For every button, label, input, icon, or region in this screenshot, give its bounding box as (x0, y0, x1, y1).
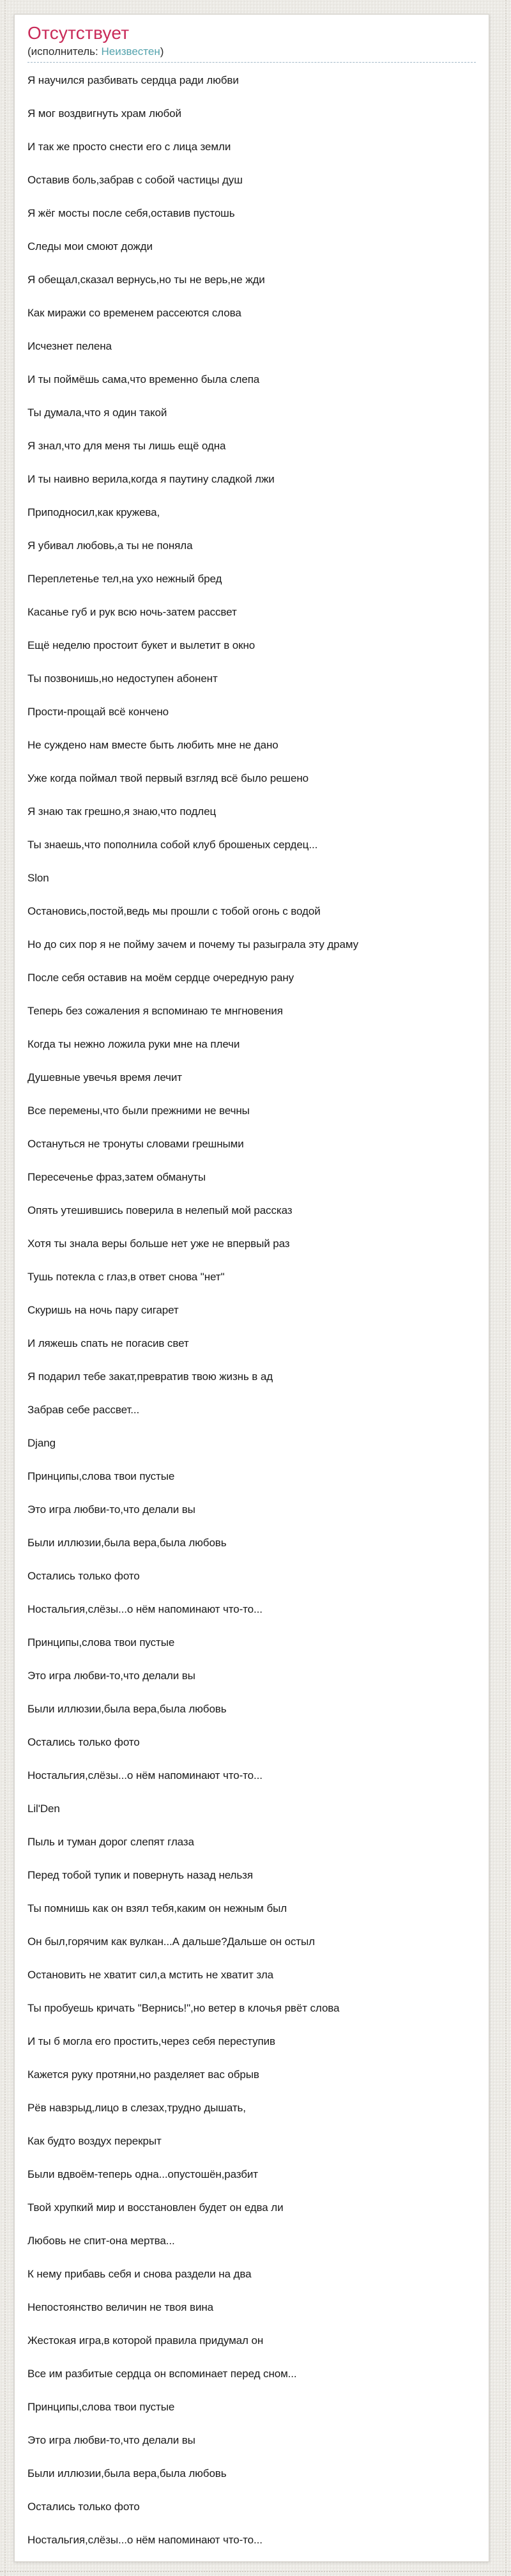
background-seam-right (505, 0, 507, 2576)
lyric-line: После себя оставив на моём сердце очередную рану (27, 972, 294, 984)
lyric-line: Жестокая игра,в которой правила придумал он (27, 2334, 264, 2347)
lyric-line: Остануться не тронуты словами грешными (27, 1138, 244, 1150)
lyric-line: Скуришь на ночь пару сигарет (27, 1304, 179, 1316)
lyric-line: Теперь без сожаления я вспоминаю те мнгновения (27, 1005, 283, 1017)
lyric-line: Хотя ты знала веры больше нет уже не впервый раз (27, 1238, 290, 1250)
lyric-line: Djang (27, 1437, 56, 1449)
lyric-line: Ты позвонишь,но недоступен абонент (27, 672, 218, 685)
lyric-line: Ты помнишь как он взял тебя,каким он нежным был (27, 1902, 287, 1914)
lyric-line: Slon (27, 872, 49, 884)
lyric-line: Остановить не хватит сил,а мстить не хватит зла (27, 1969, 273, 1981)
lyric-line: Исчезнет пелена (27, 340, 112, 352)
lyric-line: Ностальгия,слёзы...о нём напоминают что-то... (27, 1603, 263, 1615)
lyric-line: Ты знаешь,что пополнила собой клуб брошеных сердец... (27, 839, 318, 851)
lyric-line: Принципы,слова твои пустые (27, 1636, 175, 1649)
artist-label-suffix: ) (160, 45, 164, 58)
lyric-line: Ностальгия,слёзы...о нём напоминают что-то... (27, 2534, 263, 2546)
lyric-line: Это игра любви-то,что делали вы (27, 1503, 195, 1516)
lyric-line: Уже когда поймал твой первый взгляд всё было решено (27, 772, 309, 784)
lyric-line: Были иллюзии,была вера,была любовь (27, 1703, 227, 1715)
lyric-line: И ляжешь спать не погасив свет (27, 1337, 189, 1349)
lyric-line: Забрав себе рассвет... (27, 1404, 140, 1416)
lyric-line: Я убивал любовь,а ты не поняла (27, 539, 193, 552)
lyric-line: Не суждено нам вместе быть любить мне не дано (27, 739, 278, 751)
lyric-line: Были вдвоём-теперь одна...опустошён,разбит (27, 2168, 258, 2180)
dashed-separator (27, 62, 476, 63)
lyric-line: Переплетенье тел,на ухо нежный бред (27, 573, 222, 585)
lyric-line: И ты б могла его простить,через себя переступив (27, 2035, 275, 2047)
lyric-line: Когда ты нежно ложила руки мне на плечи (27, 1038, 240, 1050)
lyric-line: Остановись,постой,ведь мы прошли с тобой огонь с водой (27, 905, 321, 917)
lyric-line: Ещё неделю простоит букет и вылетит в окно (27, 639, 256, 651)
lyric-line: Перед тобой тупик и повернуть назад нельзя (27, 1869, 253, 1881)
lyric-line: Следы мои смоют дожди (27, 240, 153, 252)
lyric-line: Непостоянство величин не твоя вина (27, 2301, 213, 2313)
lyric-line: Были иллюзии,была вера,была любовь (27, 2467, 227, 2479)
lyric-line: Как миражи со временем рассеются слова (27, 307, 241, 319)
lyric-line: Пересеченье фраз,затем обмануты (27, 1171, 206, 1183)
background-seam-left (4, 0, 6, 2576)
lyric-line: Остались только фото (27, 1736, 140, 1748)
lyric-line: Душевные увечья время лечит (27, 1071, 182, 1083)
lyric-line: Это игра любви-то,что делали вы (27, 2434, 195, 2446)
lyric-line: Принципы,слова твои пустые (27, 2401, 175, 2413)
lyric-line: Были иллюзии,была вера,была любовь (27, 1537, 227, 1549)
lyric-line: И ты наивно верила,когда я паутину сладкой лжи (27, 473, 275, 485)
lyric-line: Опять утешившись поверила в нелепый мой рассказ (27, 1204, 293, 1216)
artist-label-prefix: (исполнитель: (27, 45, 102, 58)
lyrics-card (14, 14, 489, 2562)
lyric-line: Я обещал,сказал вернусь,но ты не верь,не жди (27, 274, 265, 286)
lyric-line: Принципы,слова твои пустые (27, 1470, 175, 1482)
lyric-line: Lil'Den (27, 1803, 60, 1815)
lyric-line: И так же просто снести его с лица земли (27, 141, 231, 153)
lyric-line: Ты пробуешь кричать "Вернись!",но ветер в клочья рвёт слова (27, 2002, 340, 2014)
lyric-line: Но до сих пор я не пойму зачем и почему ты разыграла эту драму (27, 938, 359, 950)
lyric-line: Как будто воздух перекрыт (27, 2135, 162, 2147)
lyric-line: Я знаю так грешно,я знаю,что подлец (27, 805, 217, 818)
background-seam-bottom (0, 2571, 511, 2572)
lyric-line: Я знал,что для меня ты лишь ещё одна (27, 440, 226, 452)
lyrics-list (27, 64, 476, 2557)
lyric-line: Я мог воздвигнуть храм любой (27, 107, 181, 120)
lyric-line: Рёв навзрыд,лицо в слезах,трудно дышать, (27, 2102, 246, 2114)
lyric-line: Ностальгия,слёзы...о нём напоминают что-то... (27, 1769, 263, 1781)
lyric-line: Все перемены,что были прежними не вечны (27, 1105, 250, 1117)
lyric-line: Кажется руку протяни,но разделяет вас обрыв (27, 2068, 259, 2081)
lyric-line: Это игра любви-то,что делали вы (27, 1670, 195, 1682)
lyric-line: К нему прибавь себя и снова раздели на два (27, 2268, 252, 2280)
lyric-line: Я научился разбивать сердца ради любви (27, 74, 239, 86)
lyric-line: Приподносил,как кружева, (27, 506, 160, 518)
lyric-line: Оставив боль,забрав с собой частицы душ (27, 174, 243, 186)
lyric-line: Остались только фото (27, 2501, 140, 2513)
lyric-line: Он был,горячим как вулкан...А дальше?Дальше он остыл (27, 1936, 315, 1948)
lyric-line: Я подарил тебе закат,превратив твою жизнь в ад (27, 1370, 273, 1383)
lyric-line: Прости-прощай всё кончено (27, 706, 169, 718)
lyric-line: Остались только фото (27, 1570, 140, 1582)
lyric-line: Пыль и туман дорог слепят глаза (27, 1836, 194, 1848)
lyric-line: И ты поймёшь сама,что временно была слепа (27, 373, 260, 385)
lyric-line: Все им разбитые сердца он вспоминает перед сном... (27, 2368, 297, 2380)
lyric-line: Твой хрупкий мир и восстановлен будет он едва ли (27, 2201, 284, 2214)
lyric-line: Тушь потекла с глаз,в ответ снова "нет" (27, 1271, 225, 1283)
song-title: Отсутствует (27, 23, 130, 43)
lyric-line: Касанье губ и рук всю ночь-затем рассвет (27, 606, 237, 618)
lyric-line: Ты думала,что я один такой (27, 407, 167, 419)
lyric-line: Любовь не спит-она мертва... (27, 2235, 175, 2247)
artist-line (27, 45, 476, 58)
artist-link[interactable]: Неизвестен (101, 45, 160, 58)
lyric-line: Я жёг мосты после себя,оставив пустошь (27, 207, 235, 219)
